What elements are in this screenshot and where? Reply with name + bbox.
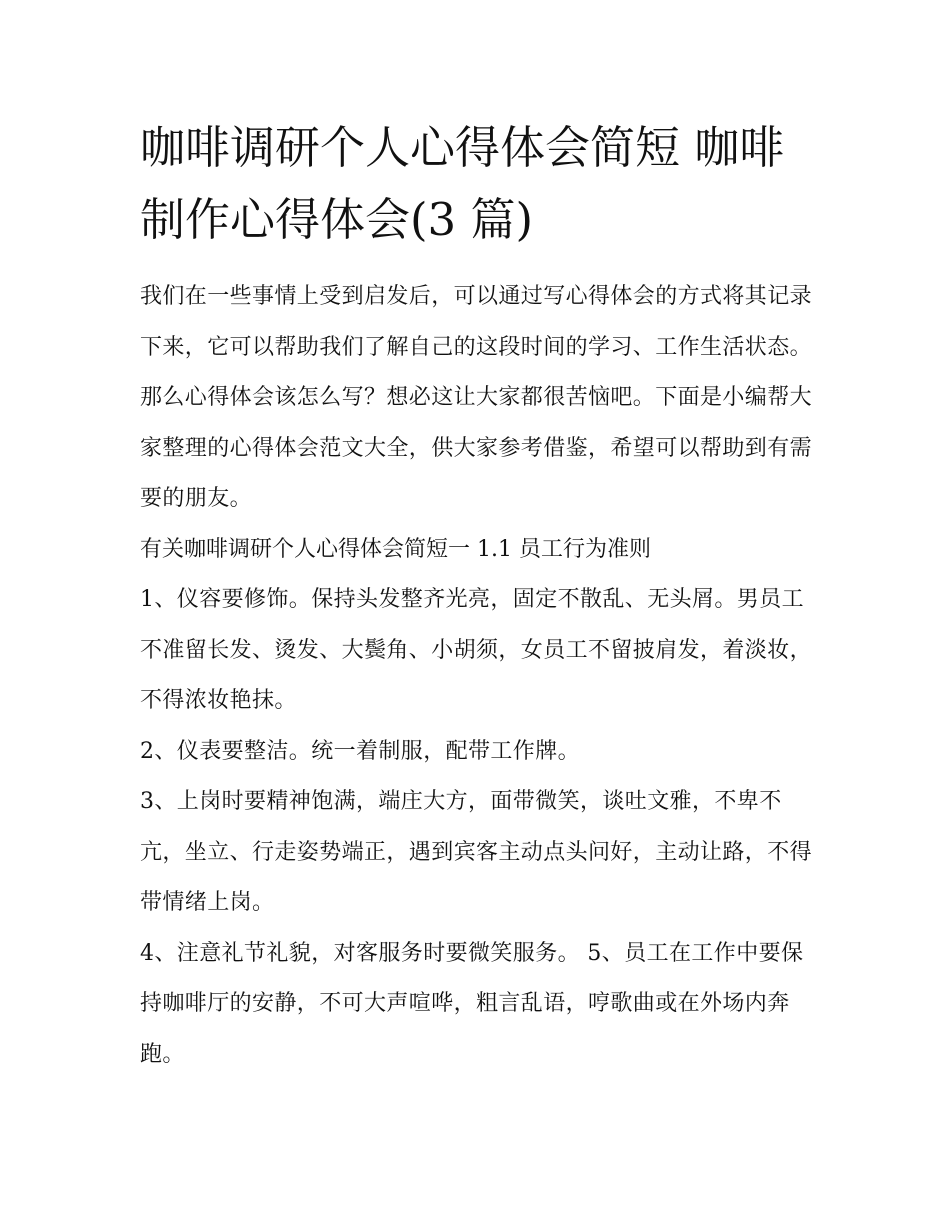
rule-item-3: 3、上岗时要精神饱满，端庄大方，面带微笑，谈吐文雅，不卑不亢，坐立、行走姿势端正，遇到宾客主动点头问好，主动让路，不得带情绪上岗。 bbox=[140, 789, 813, 915]
document-title bbox=[140, 112, 820, 256]
rule-item-4-5: 4、注意礼节礼貌，对客服务时要微笑服务。 5、员工在工作中要保持咖啡厅的安静，不可大声喧哗，粗言乱语，哼歌曲或在外场内奔跑。 bbox=[140, 940, 804, 1067]
section-heading: 有关咖啡调研个人心得体会简短一 1.1 员工行为准则 bbox=[140, 536, 651, 562]
document-title-text: 咖啡调研个人心得体会简短 咖啡制作心得体会(3 篇) bbox=[140, 121, 785, 246]
document-body bbox=[140, 272, 820, 1080]
rule-item-1: 1、仪容要修饰。保持头发整齐光亮，固定不散乱、无头屑。男员工不准留长发、烫发、大鬓角、小胡须，女员工不留披肩发，着淡妆，不得浓妆艳抹。 bbox=[140, 587, 813, 713]
intro-paragraph: 我们在一些事情上受到启发后，可以通过写心得体会的方式将其记录下来，它可以帮助我们了解自己的这段时间的学习、工作生活状态。那么心得体会该怎么写？想必这让大家都很苦恼吧。下面是小编帮大家整理的心得体会范文大全，供大家参考借鉴，希望可以帮助到有需要的朋友。 bbox=[140, 284, 813, 511]
rule-item-2: 2、仪表要整洁。统一着制服，配带工作牌。 bbox=[140, 738, 580, 764]
document-page bbox=[140, 112, 820, 1080]
